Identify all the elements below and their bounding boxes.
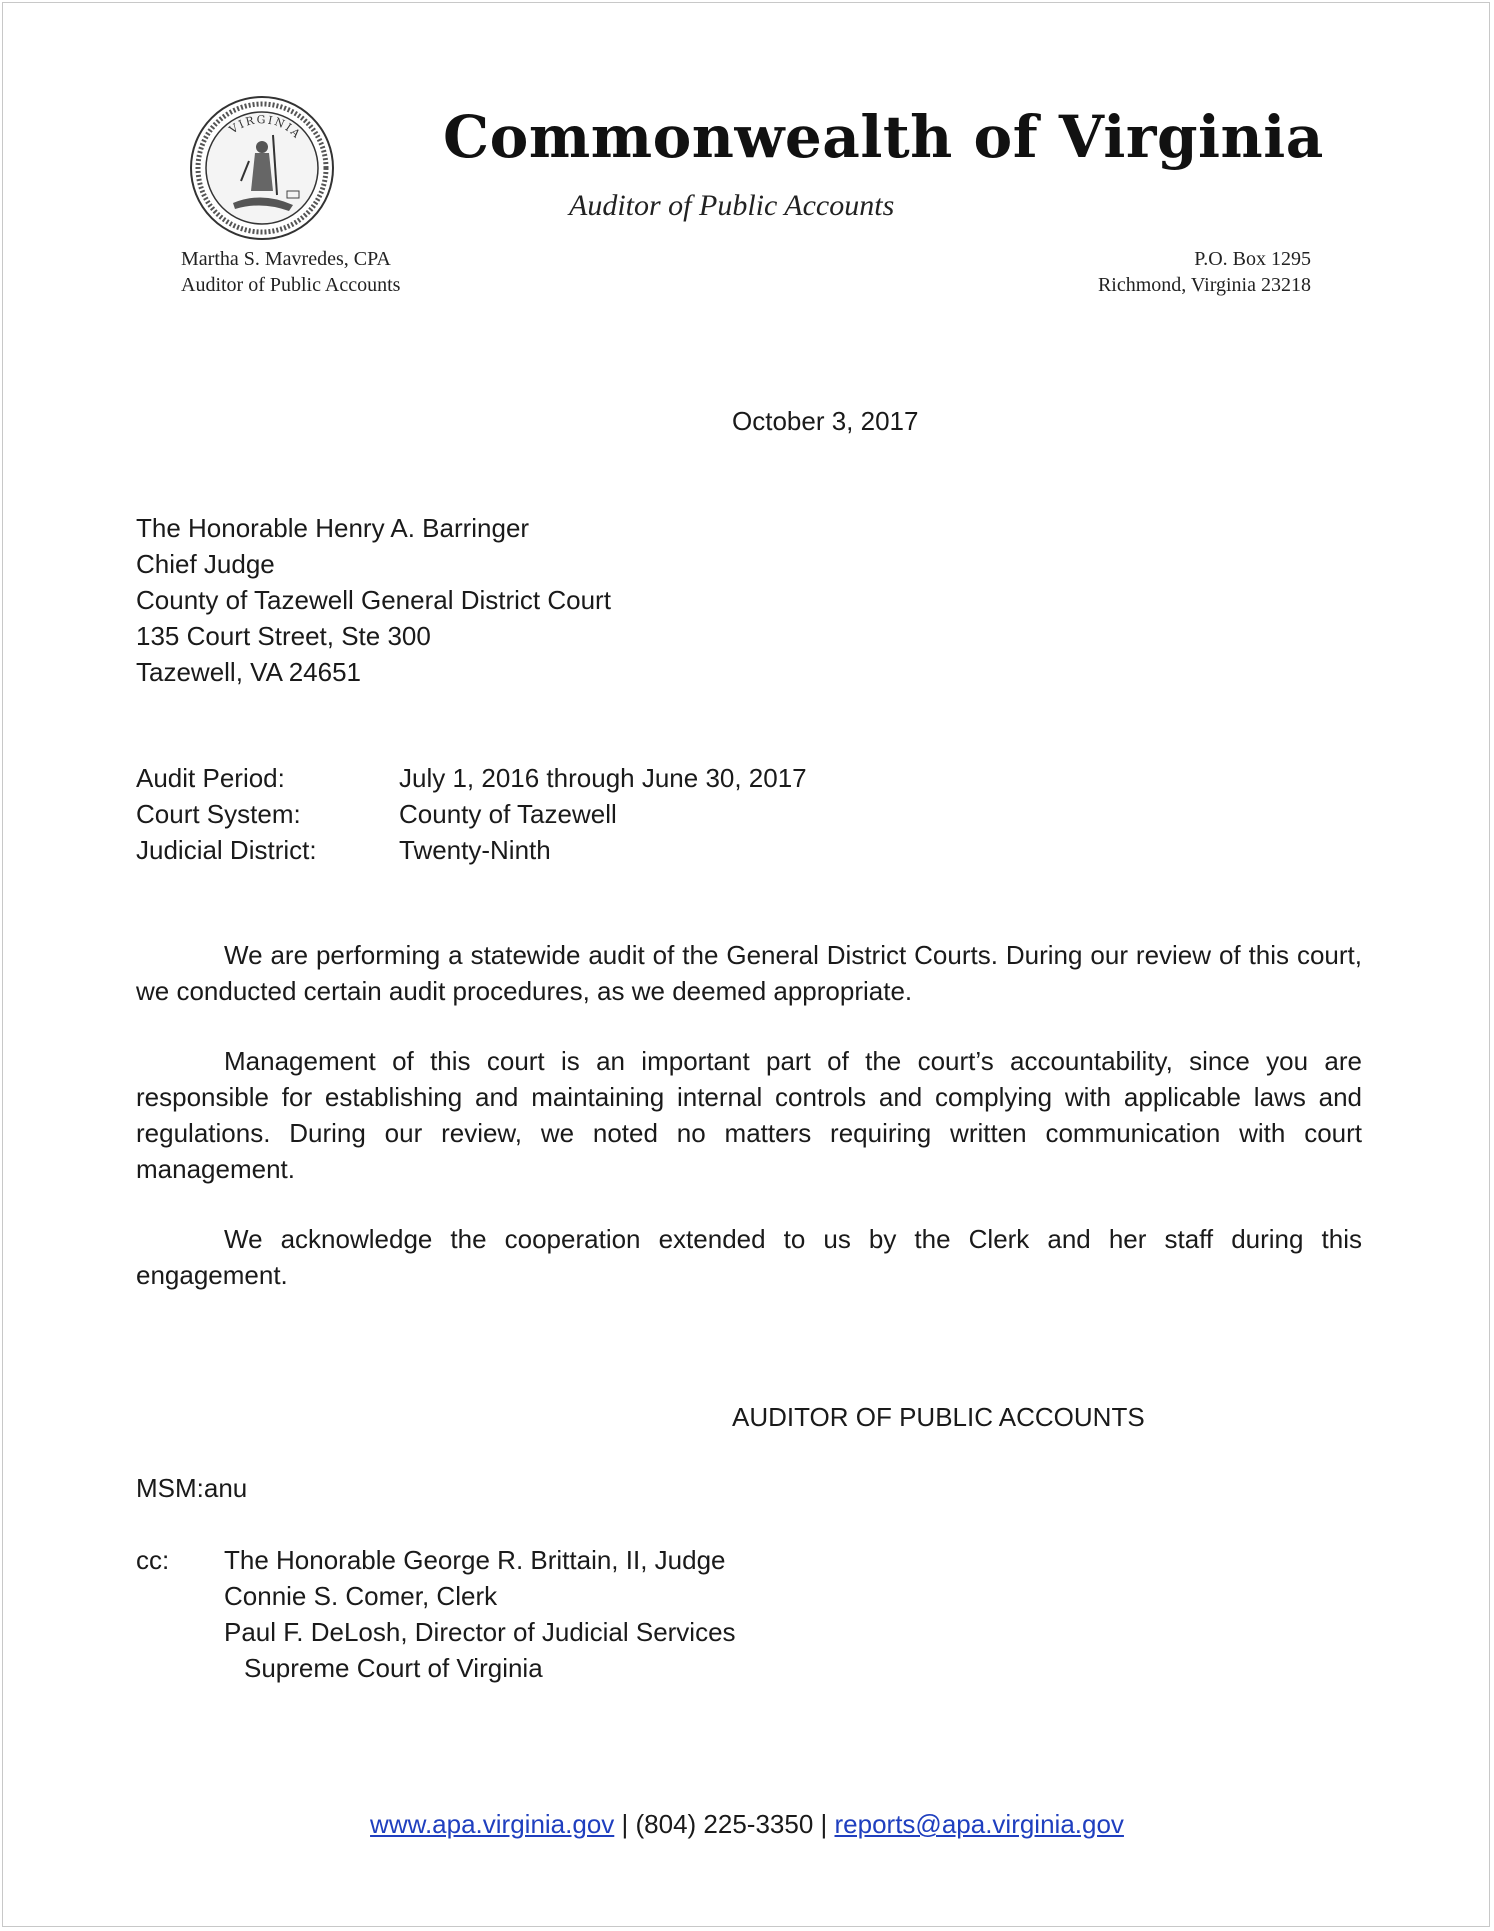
recipient-line: Chief Judge [136, 549, 275, 579]
audit-info-label: Judicial District: [136, 835, 317, 865]
footer [0, 1806, 1494, 1842]
letterhead-left-block [181, 246, 400, 298]
audit-info-label: Audit Period: [136, 763, 285, 793]
recipient-address [136, 510, 611, 690]
letter-date: October 3, 2017 [732, 406, 919, 436]
audit-info-value: County of Tazewell [399, 799, 617, 829]
cc-label: cc: [136, 1545, 170, 1575]
audit-info-value: July 1, 2016 through June 30, 2017 [399, 763, 807, 793]
auditor-title: Auditor of Public Accounts [181, 274, 401, 296]
body-paragraph: Management of this court is an important part of the court’s accountability, since you are responsible for establishing and maintaining internal controls and complying with applicable laws and regulations. During our review, we noted no matters requiring written communication with court management. [136, 1046, 1362, 1184]
footer-separator: | [813, 1809, 835, 1839]
cc-recipient: Connie S. Comer, Clerk [224, 1581, 498, 1611]
footer-phone: (804) 225-3350 [635, 1809, 814, 1839]
body-paragraph: We acknowledge the cooperation extended to us by the Clerk and her staff during this engagement. [136, 1224, 1362, 1290]
po-box: P.O. Box 1295 [1194, 248, 1311, 270]
signature-block: AUDITOR OF PUBLIC ACCOUNTS [732, 1402, 1145, 1432]
cc-recipient: The Honorable George R. Brittain, II, Judge [224, 1545, 726, 1575]
website-link[interactable]: www.apa.virginia.gov [370, 1809, 615, 1839]
cc-list [224, 1542, 736, 1686]
audit-info-label: Court System: [136, 799, 301, 829]
footer-separator: | [614, 1809, 636, 1839]
city-state-zip: Richmond, Virginia 23218 [1097, 274, 1311, 296]
letterhead-subtitle: Auditor of Public Accounts [569, 189, 895, 222]
svg-text:VIRGINIA: VIRGINIA [226, 113, 305, 142]
virginia-seal-logo [189, 95, 335, 241]
recipient-line: County of Tazewell General District Court [136, 585, 611, 615]
audit-info-value: Twenty-Ninth [399, 835, 551, 865]
recipient-line: 135 Court Street, Ste 300 [136, 621, 431, 651]
body-paragraph: We are performing a statewide audit of the General District Courts. During our review of this court, we conducted certain audit procedures, as we deemed appropriate. [136, 940, 1362, 1006]
letterhead-right-block [1098, 246, 1311, 298]
recipient-line: Tazewell, VA 24651 [136, 657, 361, 687]
auditor-name: Martha S. Mavredes, CPA [181, 248, 391, 270]
letterhead-title: Commonwealth of Virginia [443, 103, 1324, 171]
letter-page [2, 2, 1490, 1927]
reference-initials: MSM:anu [136, 1473, 248, 1503]
recipient-line: The Honorable Henry A. Barringer [136, 513, 530, 543]
email-link[interactable]: reports@apa.virginia.gov [834, 1809, 1124, 1839]
cc-recipient: Supreme Court of Virginia [244, 1653, 543, 1683]
cc-recipient: Paul F. DeLosh, Director of Judicial Services [224, 1617, 736, 1647]
